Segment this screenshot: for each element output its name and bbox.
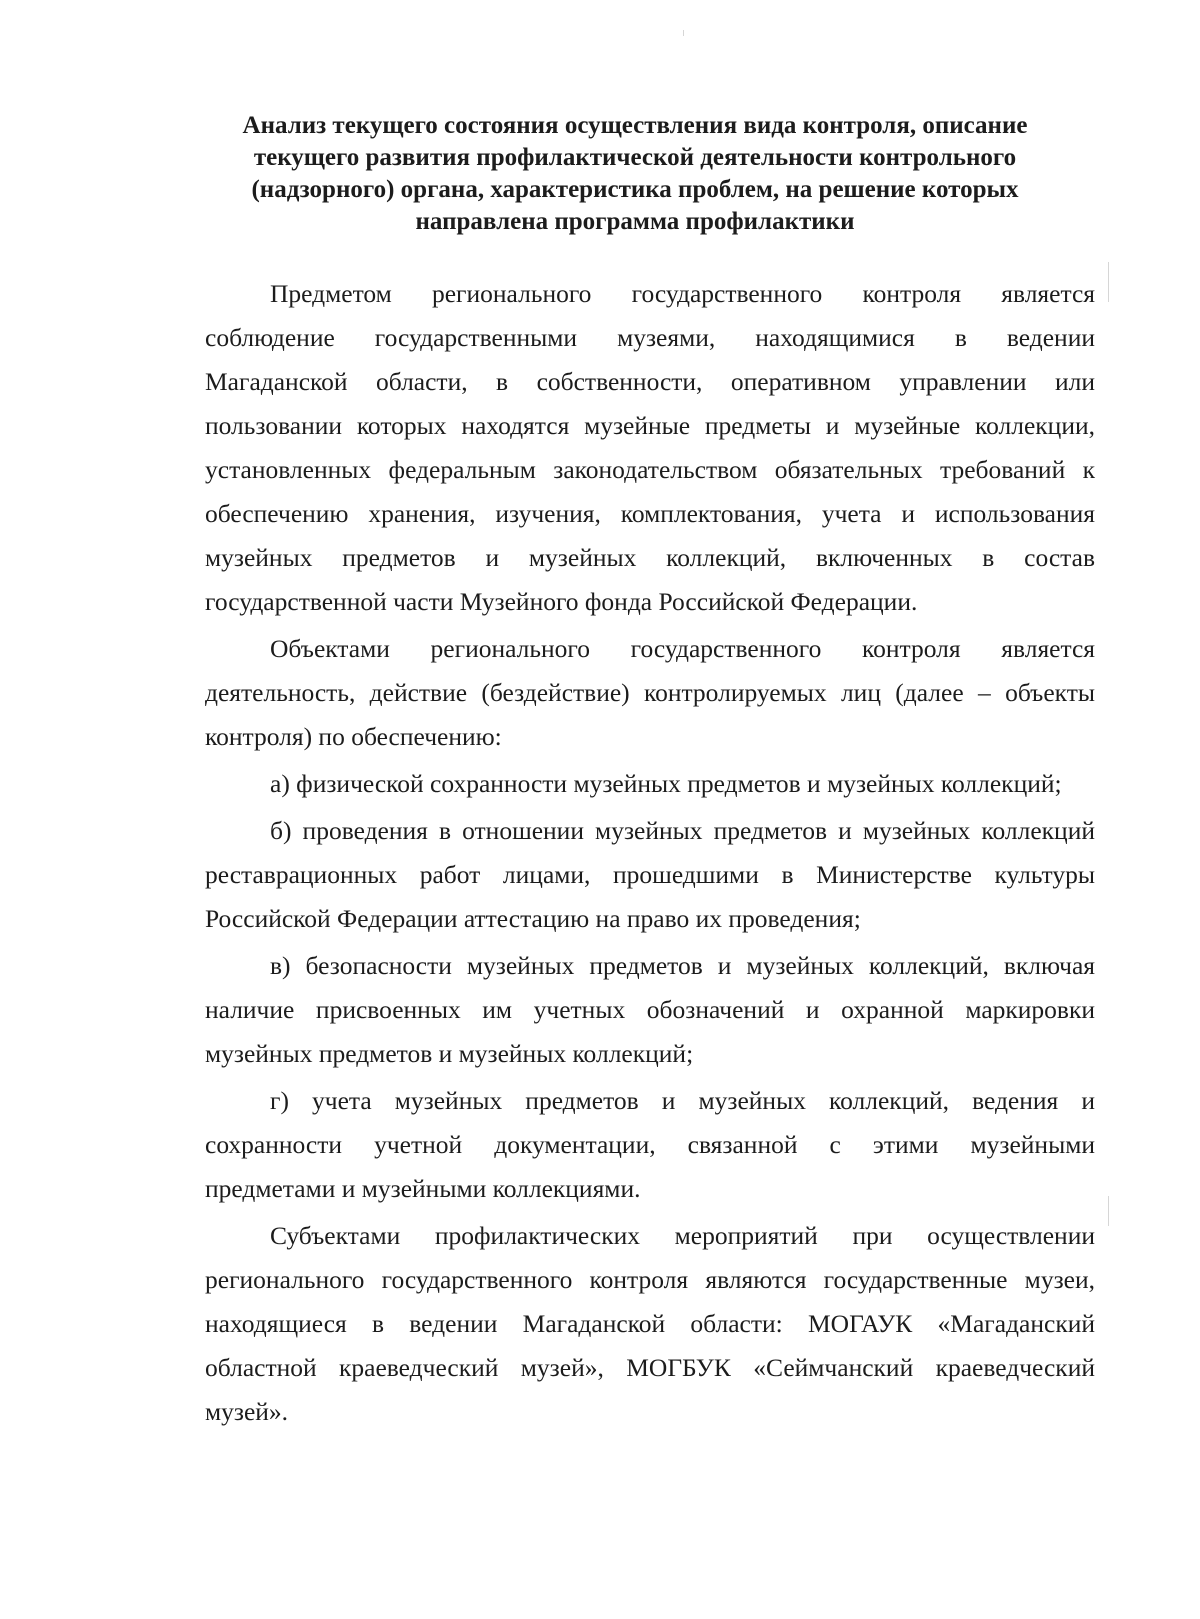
text-line: наличие присвоенных им учетных обозначений и охранной маркировки (205, 995, 1095, 1024)
text-line: установленных федеральным законодательством обязательных требований к (205, 455, 1095, 484)
text-line: музей». (205, 1397, 289, 1426)
text-line: предметами и музейными коллекциями. (205, 1174, 641, 1203)
list-item-v (205, 944, 1095, 1076)
list-item-g (205, 1079, 1095, 1211)
text-line: Субъектами профилактических мероприятий при осуществлении (270, 1221, 1095, 1250)
section-title-line: Анализ текущего состояния осуществления вида контроля, описание (242, 112, 1028, 139)
scan-artifact (1108, 262, 1109, 302)
text-line: соблюдение государственными музеями, находящимися в ведении (205, 323, 1095, 352)
text-line: музейных предметов и музейных коллекций, включенных в состав (205, 543, 1095, 572)
text-line: деятельность, действие (бездействие) контролируемых лиц (далее – объекты (205, 678, 1095, 707)
text-line: б) проведения в отношении музейных предметов и музейных коллекций (270, 816, 1095, 845)
text-line: а) физической сохранности музейных предметов и музейных коллекций; (270, 769, 1062, 798)
text-line: Предметом регионального государственного контроля является (270, 279, 1095, 308)
text-line: регионального государственного контроля являются государственные музеи, (205, 1265, 1095, 1294)
text-line: пользовании которых находятся музейные предметы и музейные коллекции, (205, 411, 1095, 440)
section-title-line: текущего развития профилактической деятельности контрольного (253, 144, 1017, 171)
scan-artifact (683, 30, 684, 36)
list-item-a (205, 762, 1095, 806)
text-line: обеспечению хранения, изучения, комплектования, учета и использования (205, 499, 1095, 528)
text-line: реставрационных работ лицами, прошедшими в Министерстве культуры (205, 860, 1095, 889)
text-line: Российской Федерации аттестацию на право их проведения; (205, 904, 861, 933)
text-line: сохранности учетной документации, связанной с этими музейными (205, 1130, 1095, 1159)
list-item-b (205, 809, 1095, 941)
text-line: контроля) по обеспечению: (205, 722, 502, 751)
paragraph-subject-of-control (205, 272, 1095, 624)
text-line: в) безопасности музейных предметов и музейных коллекций, включая (270, 951, 1095, 980)
text-line: Магаданской области, в собственности, оперативном управлении или (205, 367, 1095, 396)
paragraph-objects-of-control (205, 627, 1095, 759)
text-line: г) учета музейных предметов и музейных коллекций, ведения и (270, 1086, 1095, 1115)
section-title-line: направлена программа профилактики (415, 208, 855, 235)
scan-artifact (1108, 1196, 1109, 1226)
text-line: областной краеведческий музей», МОГБУК «Сеймчанский краеведческий (205, 1353, 1095, 1382)
text-line: находящиеся в ведении Магаданской области: МОГАУК «Магаданский (205, 1309, 1095, 1338)
section-title-line: (надзорного) органа, характеристика проблем, на решение которых (251, 176, 1019, 203)
paragraph-subjects-of-prevention (205, 1214, 1095, 1434)
text-line: государственной части Музейного фонда Российской Федерации. (205, 587, 918, 616)
text-line: музейных предметов и музейных коллекций; (205, 1039, 694, 1068)
document-body (205, 272, 1095, 1437)
text-line: Объектами регионального государственного контроля является (270, 634, 1095, 663)
section-title (200, 110, 1070, 238)
